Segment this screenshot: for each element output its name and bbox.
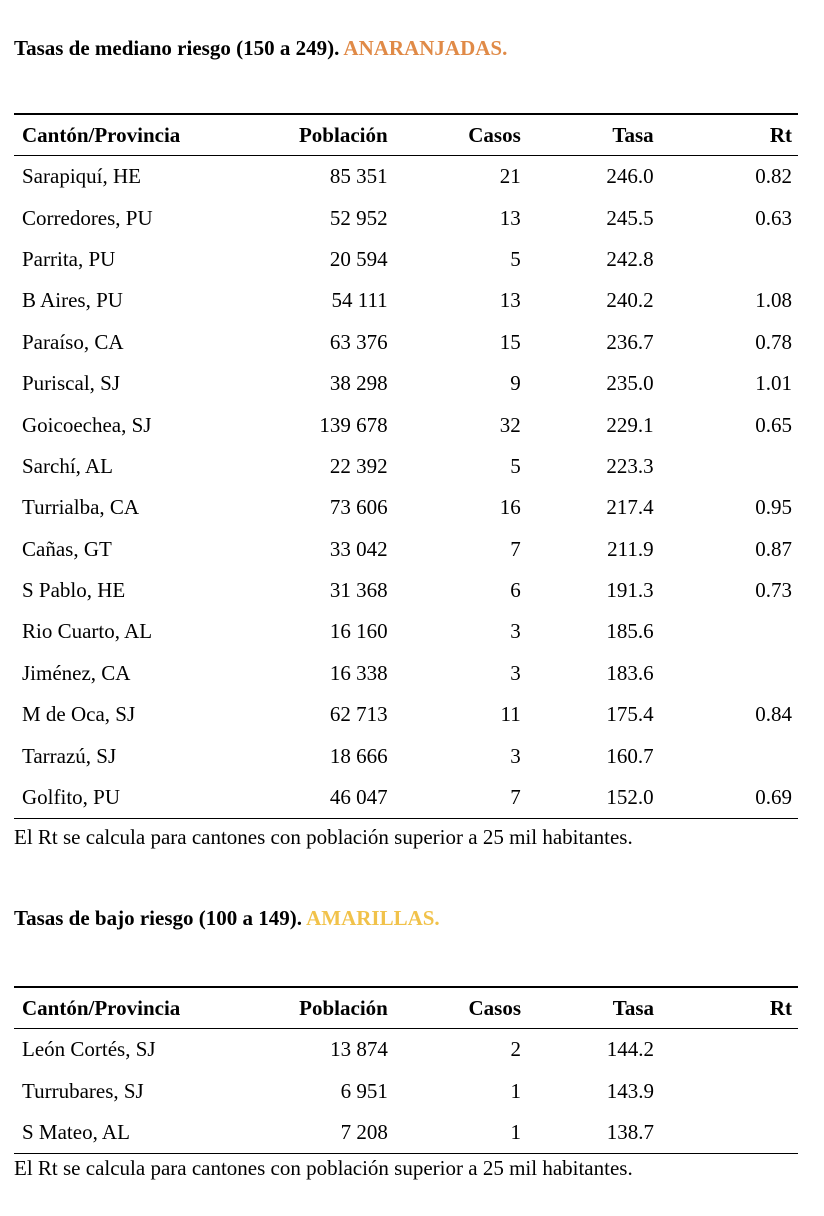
rt-cell: [654, 735, 798, 776]
column-header-rt: Rt: [654, 114, 798, 156]
risk-color-label-orange: ANARANJADAS.: [343, 36, 508, 60]
column-header-tasa: Tasa: [521, 114, 654, 156]
column-header-tasa: Tasa: [521, 987, 654, 1029]
casos-cell: 3: [510, 619, 521, 644]
poblacion-cell: 73 606: [329, 495, 388, 520]
tasa-cell: 217.4: [606, 495, 654, 520]
table-row: [14, 777, 798, 819]
table-body: [14, 1029, 798, 1154]
table-body: [14, 156, 798, 819]
rt-cell: 1.01: [755, 371, 792, 396]
canton-cell: Rio Cuarto, AL: [22, 619, 153, 644]
tasa-cell: 138.7: [521, 1112, 654, 1154]
poblacion-cell: 63 376: [329, 329, 388, 354]
rt-footnote: El Rt se calcula para cantones con población superior a 25 mil habitantes.: [14, 1156, 633, 1180]
rt-cell: [654, 1112, 798, 1154]
table-row: [14, 529, 798, 570]
canton-cell: Sarapiquí, HE: [22, 164, 141, 189]
casos-cell: 5: [510, 453, 521, 478]
rt-cell: 0.84: [755, 702, 792, 727]
table-header-row: [14, 987, 798, 1029]
tasa-cell: 191.3: [606, 578, 654, 603]
tasa-cell: 183.6: [606, 660, 654, 685]
tasa-cell: 236.7: [606, 329, 654, 354]
poblacion-cell: 54 111: [331, 288, 388, 313]
column-header-canton: Cantón/Provincia: [14, 114, 195, 156]
casos-cell: 13: [499, 288, 521, 313]
column-header-canton: Cantón/Provincia: [14, 987, 195, 1029]
tasa-cell: 229.1: [606, 412, 654, 437]
casos-cell: 11: [500, 702, 521, 727]
rt-cell: 0.65: [755, 412, 792, 437]
casos-cell: 21: [499, 164, 521, 189]
rt-cell: [654, 1029, 798, 1071]
table-row: [14, 735, 798, 776]
canton-cell: Cañas, GT: [22, 536, 112, 561]
table-row: [14, 156, 798, 198]
casos-cell: 5: [510, 246, 521, 271]
rt-cell: 0.69: [654, 777, 798, 819]
poblacion-cell: 52 952: [329, 205, 388, 230]
tasa-cell: 223.3: [606, 453, 654, 478]
poblacion-cell: 38 298: [329, 371, 388, 396]
table-row: [14, 694, 798, 735]
column-header-casos: Casos: [388, 987, 521, 1029]
tasa-cell: 242.8: [606, 246, 654, 271]
rt-cell: [654, 1070, 798, 1111]
poblacion-cell: 18 666: [329, 743, 388, 768]
casos-cell: 15: [499, 329, 521, 354]
table-row: [14, 1112, 798, 1154]
column-header-poblacion: Población: [195, 114, 387, 156]
canton-cell: Corredores, PU: [22, 205, 153, 230]
canton-cell: Turrubares, SJ: [22, 1078, 144, 1103]
casos-cell: 1: [388, 1112, 521, 1154]
table-row: [14, 611, 798, 652]
canton-cell: Paraíso, CA: [22, 329, 124, 354]
section-title-medium-risk: [14, 36, 507, 61]
tasa-cell: 144.2: [606, 1037, 655, 1062]
casos-cell: 16: [499, 495, 521, 520]
canton-cell: Golfito, PU: [14, 777, 195, 819]
tasa-cell: 175.4: [606, 702, 654, 727]
tasa-cell: 246.0: [606, 164, 654, 189]
casos-cell: 1: [510, 1078, 522, 1103]
casos-cell: 9: [510, 371, 521, 396]
low-risk-table: [14, 986, 798, 1154]
poblacion-cell: 31 368: [329, 578, 388, 603]
medium-risk-table: [14, 113, 798, 819]
rt-cell: [654, 446, 798, 487]
poblacion-cell: 33 042: [329, 536, 388, 561]
poblacion-cell: 85 351: [329, 164, 388, 189]
rt-cell: 0.87: [755, 536, 792, 561]
tasa-cell: 143.9: [606, 1078, 655, 1103]
casos-cell: 32: [499, 412, 521, 437]
table-row: [14, 363, 798, 404]
section-title-text: Tasas de mediano riesgo (150 a 249).: [14, 36, 340, 60]
canton-cell: S Mateo, AL: [14, 1112, 195, 1154]
risk-color-label-yellow: AMARILLAS.: [306, 906, 440, 930]
poblacion-cell: 13 874: [330, 1037, 388, 1062]
rt-cell: [654, 653, 798, 694]
casos-cell: 3: [510, 743, 521, 768]
canton-cell: Turrialba, CA: [22, 495, 140, 520]
casos-cell: 3: [510, 660, 521, 685]
table-row: [14, 653, 798, 694]
poblacion-cell: 20 594: [329, 246, 388, 271]
canton-cell: B Aires, PU: [22, 288, 123, 313]
rt-cell: 1.08: [755, 288, 792, 313]
canton-cell: M de Oca, SJ: [22, 702, 136, 727]
table-row: [14, 1070, 798, 1111]
canton-cell: León Cortés, SJ: [22, 1037, 156, 1062]
canton-cell: Sarchí, AL: [22, 453, 113, 478]
rt-cell: [654, 611, 798, 652]
rt-cell: 0.95: [755, 495, 792, 520]
table-row: [14, 197, 798, 238]
tasa-cell: 240.2: [606, 288, 654, 313]
poblacion-cell: 22 392: [329, 453, 388, 478]
rt-cell: 0.82: [755, 164, 792, 189]
canton-cell: S Pablo, HE: [22, 578, 126, 603]
table-row: [14, 239, 798, 280]
rt-cell: 0.73: [755, 578, 792, 603]
tasa-cell: 211.9: [607, 536, 654, 561]
canton-cell: Jiménez, CA: [22, 660, 131, 685]
canton-cell: Tarrazú, SJ: [22, 743, 117, 768]
column-header-poblacion: Población: [195, 987, 387, 1029]
table-row: [14, 280, 798, 321]
rt-cell: 0.78: [755, 329, 792, 354]
poblacion-cell: 7 208: [195, 1112, 387, 1154]
column-header-rt: Rt: [654, 987, 798, 1029]
canton-cell: Goicoechea, SJ: [22, 412, 152, 437]
casos-cell: 2: [510, 1037, 522, 1062]
rt-footnote: El Rt se calcula para cantones con población superior a 25 mil habitantes.: [14, 825, 633, 849]
poblacion-cell: 16 160: [329, 619, 388, 644]
poblacion-cell: 16 338: [329, 660, 388, 685]
table-row: [14, 1029, 798, 1071]
table-row: [14, 404, 798, 445]
section-title-low-risk: [14, 906, 440, 931]
table-header-row: [14, 114, 798, 156]
casos-cell: 6: [510, 578, 521, 603]
casos-cell: 7: [510, 536, 521, 561]
rt-cell: [654, 239, 798, 280]
tasa-cell: 160.7: [606, 743, 654, 768]
tasa-cell: 185.6: [606, 619, 654, 644]
section-title-text: Tasas de bajo riesgo (100 a 149).: [14, 906, 302, 930]
casos-cell: 13: [499, 205, 521, 230]
poblacion-cell: 62 713: [329, 702, 388, 727]
column-header-casos: Casos: [388, 114, 521, 156]
rt-cell: 0.63: [755, 205, 792, 230]
poblacion-cell: 46 047: [195, 777, 387, 819]
canton-cell: Parrita, PU: [22, 246, 116, 271]
tasa-cell: 152.0: [521, 777, 654, 819]
poblacion-cell: 6 951: [340, 1078, 388, 1103]
table-row: [14, 487, 798, 528]
table-row: [14, 322, 798, 363]
tasa-cell: 235.0: [606, 371, 654, 396]
table-row: [14, 570, 798, 611]
canton-cell: Puriscal, SJ: [22, 371, 121, 396]
poblacion-cell: 139 678: [319, 412, 388, 437]
table-row: [14, 446, 798, 487]
casos-cell: 7: [388, 777, 521, 819]
tasa-cell: 245.5: [606, 205, 654, 230]
